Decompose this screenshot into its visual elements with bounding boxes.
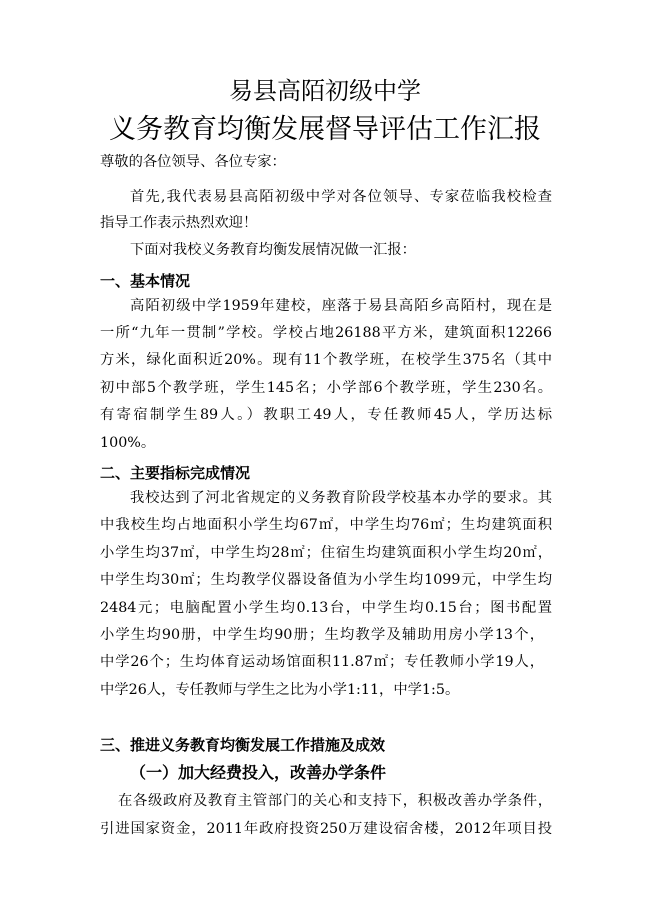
paragraph-line: 方米，绿化面积近20%。现有11个教学班，在校学生375名（其中	[100, 352, 552, 368]
paragraph-line: 初中部5个教学班，学生145名；小学部6个教学班，学生230名。	[100, 380, 552, 396]
intro-line: 首先,我代表易县高陌初级中学对各位领导、专家莅临我校检查	[130, 189, 552, 205]
section-heading-basic: 一、基本情况	[100, 272, 191, 290]
paragraph-line: 100%。	[100, 435, 156, 451]
paragraph-line: 小学生均90册，中学生均90册；生均教学及辅助用房小学13个，	[100, 627, 544, 643]
paragraph-line: 一所“九年一贯制”学校。学校占地26188平方米，建筑面积12266	[100, 325, 552, 341]
subsection-heading-funding: （一）加大经费投入，改善办学条件	[130, 763, 387, 782]
paragraph-line: 中我校生均占地面积小学生均67㎡，中学生均76㎡；生均建筑面积	[100, 517, 552, 533]
paragraph-line: 2484元；电脑配置小学生均0.13台，中学生均0.15台；图书配置	[100, 600, 552, 616]
paragraph-line: 引进国家资金，2011年政府投资250万建设宿舍楼，2012年项目投	[100, 821, 552, 837]
section-heading-indicators: 二、主要指标完成情况	[100, 464, 251, 482]
paragraph-line: 中学26个；生均体育运动场馆面积11.87㎡；专任教师小学19人，	[100, 654, 544, 670]
salutation: 尊敬的各位领导、各位专家：	[100, 154, 286, 170]
paragraph-line: 我校达到了河北省规定的义务教育阶段学校基本办学的要求。其	[130, 490, 552, 506]
title-report-name: 义务教育均衡发展督导评估工作汇报	[109, 114, 541, 145]
paragraph-line: 小学生均37㎡，中学生均28㎡；住宿生均建筑面积小学生均20㎡，	[100, 545, 552, 561]
paragraph-line: 中学26人，专任教师与学生之比为小学1:11，中学1:5。	[100, 682, 460, 698]
paragraph-line: 有寄宿制学生89人。）教职工49人，专任教师45人，学历达标	[100, 407, 552, 423]
paragraph-line: 高陌初级中学1959年建校，座落于易县高陌乡高陌村，现在是	[130, 298, 552, 314]
intro-line: 下面对我校义务教育均衡发展情况做一汇报：	[130, 242, 416, 258]
title-school-name: 易县高陌初级中学	[229, 77, 421, 105]
section-heading-measures: 三、推进义务教育均衡发展工作措施及成效	[100, 736, 386, 754]
paragraph-line: 中学生均30㎡；生均教学仪器设备值为小学生均1099元，中学生均	[100, 572, 552, 588]
paragraph-line: 在各级政府及教育主管部门的关心和支持下，积极改善办学条件，	[118, 793, 552, 809]
intro-line: 指导工作表示热烈欢迎！	[100, 215, 258, 231]
